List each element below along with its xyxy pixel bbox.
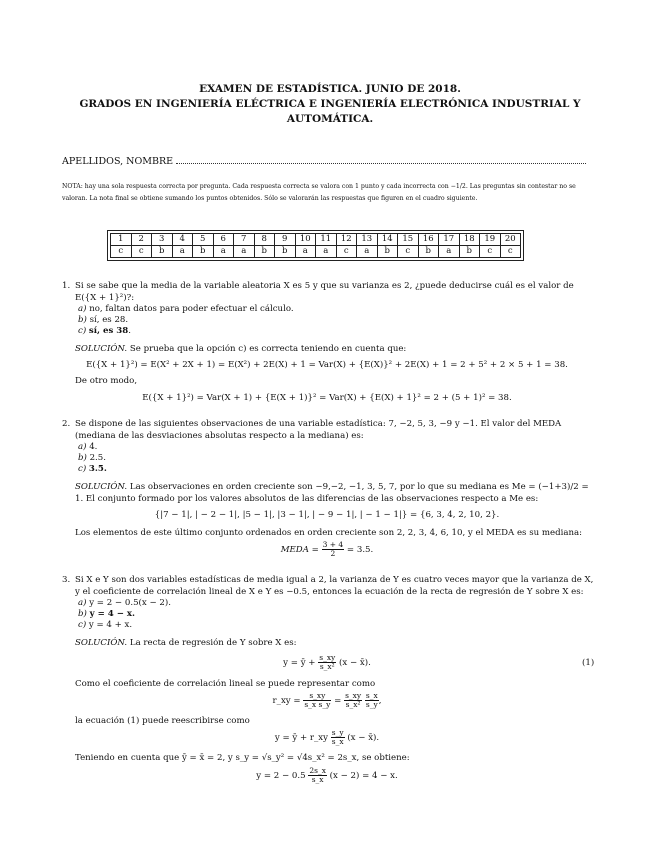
eq3-fraction	[331, 729, 345, 746]
q3-option-c	[78, 620, 132, 632]
q1-equation-2: E({X + 1}²) = Var(X + 1) + {E(X + 1)}² = Var(X) + {E(X) + 1}² = 2 + (5 + 1)² = 38.	[142, 393, 512, 403]
eq2-den-3: s_y	[365, 700, 378, 709]
q1-sol-label: SOLUCIÓN.	[75, 344, 128, 354]
answers-letter-row	[111, 246, 521, 258]
eq3-denominator: s_x	[331, 737, 344, 746]
q3-option-b	[78, 609, 135, 621]
answer-number-cell: 13	[357, 234, 378, 246]
answer-number-cell: 11	[316, 234, 337, 246]
q1-a-text: no, faltan datos para poder efectuar el cálculo.	[89, 304, 294, 314]
q3-solution	[75, 638, 595, 650]
q2-a-text: 4.	[89, 442, 98, 452]
q1-number: 1.	[62, 281, 71, 291]
answer-number-cell: 9	[275, 234, 296, 246]
q3-a-text: y = 2 − 0.5(x − 2).	[89, 598, 171, 608]
q2-option-c	[78, 464, 107, 476]
q2-sol-text-2: Los elementos de este último conjunto ordenados en orden creciente son 2, 2, 3, 4, 6, 10, y el MEDA es su mediana:	[75, 528, 583, 538]
answer-number-cell: 19	[480, 234, 501, 246]
eq4-right: (x − 2) = 4 − x.	[329, 771, 398, 781]
eq2-equals: =	[334, 696, 342, 706]
eq2-end: ,	[378, 696, 382, 706]
answer-number-cell: 7	[234, 234, 255, 246]
eq1-fraction	[318, 654, 336, 671]
eq1-numerator: s_xy	[319, 653, 336, 662]
answer-letter-cell[interactable]: c	[131, 246, 152, 258]
q2-sol-text: Las observaciones en orden creciente son −9,−2, −1, 3, 5, 7, por lo que su mediana es Me = (−1+3)/2 = 1. El conjunto formado por los valores absolutos de las diferencias de las observaciones respecto a Me es:	[75, 482, 589, 504]
title-line-3: AUTOMÁTICA.	[286, 113, 374, 125]
q3-equation-3	[62, 729, 592, 746]
answer-number-cell: 17	[439, 234, 460, 246]
q3-b-text: y = 4 − x.	[89, 609, 136, 619]
q1-sol-text: Se prueba que la opción c) es correcta teniendo en cuenta que:	[129, 344, 407, 354]
eq4-denominator: s_x	[311, 775, 324, 784]
answer-letter-cell[interactable]: c	[480, 246, 501, 258]
q3-equation-2	[62, 692, 592, 709]
eq1-denominator: s_x²	[319, 662, 335, 671]
answer-number-cell: 18	[459, 234, 480, 246]
q1-text: Si se sabe que la media de la variable aleatoria X es 5 y que su varianza es 2, ¿puede deducirse cuál es el valor de E({X + 1}²)?:	[75, 281, 574, 303]
answer-letter-cell[interactable]: b	[152, 246, 173, 258]
answer-letter-cell[interactable]: b	[418, 246, 439, 258]
q2-c-text: 3.5.	[88, 464, 107, 474]
answer-number-cell: 1	[111, 234, 132, 246]
eq4-fraction	[308, 767, 327, 784]
answer-letter-cell[interactable]: c	[111, 246, 132, 258]
answer-number-cell: 5	[193, 234, 214, 246]
q3-equation-4	[62, 767, 592, 784]
eq2-num-1: s_xy	[303, 692, 331, 701]
q3-c-text: y = 4 + x.	[88, 620, 133, 630]
answer-letter-cell[interactable]: a	[295, 246, 316, 258]
answers-table	[110, 233, 521, 258]
eq3-right: (x − x̄).	[347, 733, 380, 743]
answer-letter-cell[interactable]: a	[439, 246, 460, 258]
q3-b-label: b)	[78, 609, 87, 619]
eq2-num-2: s_xy	[345, 691, 362, 700]
answer-letter-cell[interactable]: b	[193, 246, 214, 258]
q3-a-label: a)	[78, 598, 87, 608]
meda-numerator: 3 + 4	[322, 540, 344, 549]
eq3-numerator: s_y	[331, 728, 344, 737]
q3-teniendo: Teniendo en cuenta que ȳ = x̄ = 2, y s_y = √s_y² = √4s_x² = 2s_x, se obtiene:	[75, 753, 410, 763]
eq2-left: r_xy =	[272, 696, 301, 706]
q3-equation-1	[62, 653, 595, 671]
answer-number-cell: 16	[418, 234, 439, 246]
answer-number-cell: 3	[152, 234, 173, 246]
q2-option-b	[78, 453, 106, 465]
q1-b-label: b)	[78, 315, 87, 325]
q2-equation-1: {|7 − 1|, | − 2 − 1|, |5 − 1|, |3 − 1|, | − 9 − 1|, | − 1 − 1|} = {6, 3, 4, 2, 10, 2}.	[154, 510, 500, 520]
answers-number-row	[111, 234, 521, 246]
q3-number: 3.	[62, 575, 71, 585]
answer-letter-cell[interactable]: a	[316, 246, 337, 258]
answer-letter-cell[interactable]: a	[213, 246, 234, 258]
name-fill-line[interactable]	[176, 155, 586, 164]
q3-reescribirse: la ecuación (1) puede reescribirse como	[75, 716, 250, 726]
name-line	[62, 155, 586, 167]
answer-letter-cell[interactable]: b	[254, 246, 275, 258]
q2-meda-equation	[62, 541, 592, 558]
q1-c-text: sí, es 38	[88, 326, 129, 336]
exam-note: NOTA: hay una sola respuesta correcta por pregunta. Cada respuesta correcta se valora con 1 punto y cada incorrecta con −1/2. Las preguntas sin contestar no se valoran. La nota final se obtiene sumando los puntos obtenidos. Sólo se valorarán las respuestas que figuren en el cuadro siguiente.	[62, 183, 576, 202]
exam-title	[40, 82, 620, 127]
q2-b-label: b)	[78, 453, 87, 463]
meda-denominator: 2	[330, 549, 336, 558]
answer-letter-cell[interactable]: b	[275, 246, 296, 258]
eq1-right: (x − x̄).	[339, 658, 371, 668]
q3-c-label: c)	[78, 620, 87, 630]
q2-solution	[75, 482, 595, 505]
q2-number: 2.	[62, 419, 71, 429]
eq2-fraction-1	[303, 692, 331, 709]
q2-a-label: a)	[78, 442, 87, 452]
q1-equation-1: E({X + 1}²) = E(X² + 2X + 1) = E(X²) + 2E(X) + 1 = Var(X) + {E(X)}² + 2E(X) + 1 = 2 + 5² + 2 × 5 + 1 = 38.	[86, 360, 568, 370]
q1-a-label: a)	[78, 304, 87, 314]
q3-option-a	[78, 598, 171, 610]
apellidos-label: APELLIDOS, NOMBRE	[62, 156, 174, 167]
answer-letter-cell[interactable]: b	[377, 246, 398, 258]
eq2-num-3: s_x	[365, 691, 378, 700]
answer-letter-cell[interactable]: a	[357, 246, 378, 258]
answer-number-cell: 14	[377, 234, 398, 246]
eq1-left: y = ȳ +	[283, 658, 316, 668]
q1-solution	[75, 344, 595, 356]
title-line-1: EXAMEN DE ESTADÍSTICA. JUNIO DE 2018.	[199, 83, 461, 95]
q1-option-c: c) sí, es 38.	[78, 326, 131, 336]
q2-sol-label: SOLUCIÓN.	[75, 482, 128, 492]
eq4-numerator: 2s_x	[309, 766, 326, 775]
answer-letter-cell[interactable]: c	[398, 246, 419, 258]
q3-como: Como el coeficiente de correlación lineal se puede representar como	[75, 679, 376, 689]
q1-c-label: c)	[78, 326, 87, 336]
answer-number-cell: 15	[398, 234, 419, 246]
q2-b-text: 2.5.	[89, 453, 106, 463]
q3-text: Si X e Y son dos variables estadísticas de media igual a 2, la varianza de Y es cuatro veces mayor que la varianza de X, y el coeficiente de correlación lineal de X e Y es −0.5, entonces la ecuación de la recta de regresión de Y sobre X es:	[75, 575, 594, 597]
q2-option-a	[78, 442, 97, 454]
meda-rhs: = 3.5.	[346, 545, 374, 555]
meda-lhs: MEDA =	[280, 545, 319, 555]
answer-letter-cell[interactable]: c	[336, 246, 357, 258]
answer-letter-cell[interactable]: c	[500, 246, 521, 258]
q3-equation-tag: (1)	[582, 658, 595, 668]
answer-number-cell: 20	[500, 234, 521, 246]
eq2-fraction-3	[365, 692, 379, 709]
q3-sol-text: La recta de regresión de Y sobre X es:	[129, 638, 297, 648]
answer-number-cell: 6	[213, 234, 234, 246]
eq2-fraction-2	[344, 692, 362, 709]
q1-otro-modo: De otro modo,	[75, 376, 138, 386]
title-line-2: GRADOS EN INGENIERÍA ELÉCTRICA E INGENIERÍA ELECTRÓNICA INDUSTRIAL Y	[79, 98, 581, 110]
q2-text: Se dispone de las siguientes observaciones de una variable estadística: 7, −2, 5, 3, −9 y −1. El valor del MEDA (mediana de las desviaciones absolutas respecto a la mediana) es:	[75, 419, 562, 441]
eq2-den-1: s_x s_y	[304, 700, 331, 709]
q2-c-label: c)	[78, 464, 87, 474]
meda-fraction	[322, 541, 345, 558]
q1-option-b	[78, 315, 128, 327]
q1-option-a	[78, 304, 294, 316]
q3-sol-label: SOLUCIÓN.	[75, 638, 128, 648]
eq3-left: y = ȳ + r_xy	[274, 733, 329, 743]
q1-b-text: sí, es 28.	[89, 315, 129, 325]
answer-letter-cell[interactable]: b	[459, 246, 480, 258]
answer-letter-cell[interactable]: a	[234, 246, 255, 258]
answer-number-cell: 10	[295, 234, 316, 246]
answer-number-cell: 4	[172, 234, 193, 246]
eq4-left: y = 2 − 0.5	[256, 771, 306, 781]
answer-number-cell: 8	[254, 234, 275, 246]
answer-number-cell: 12	[336, 234, 357, 246]
answer-letter-cell[interactable]: a	[172, 246, 193, 258]
answer-number-cell: 2	[131, 234, 152, 246]
eq2-den-2: s_x²	[345, 700, 361, 709]
